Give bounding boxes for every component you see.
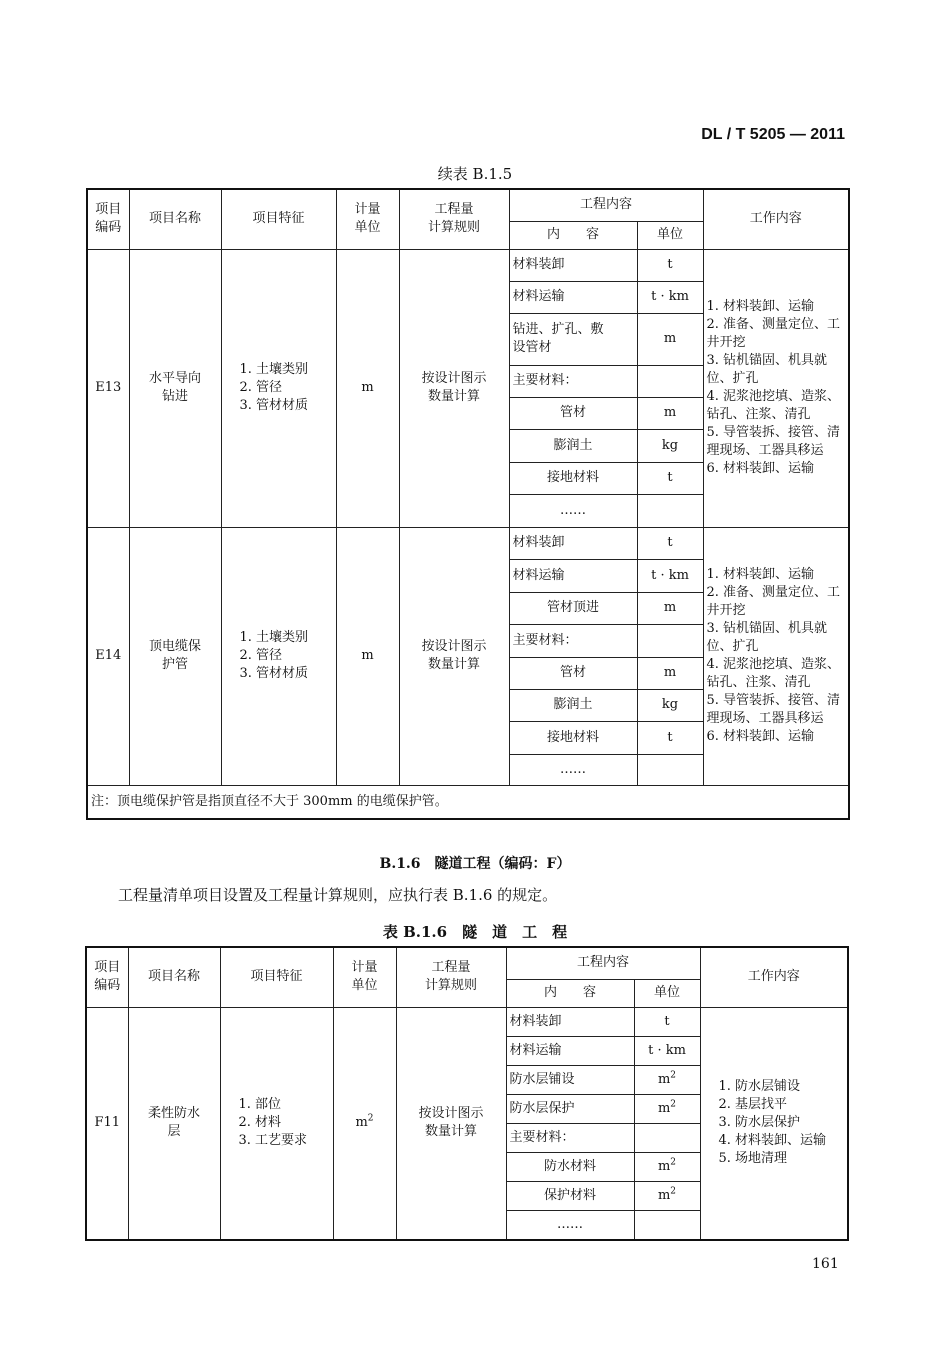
header-name: 项目名称 [129, 189, 221, 249]
content-item: 防水材料 [506, 1152, 634, 1181]
content-unit: m [637, 397, 703, 429]
row-rule: 按设计图示 数量计算 [399, 527, 509, 785]
content-unit [634, 1123, 700, 1152]
content-item: 接地材料 [509, 462, 637, 494]
row-work [703, 527, 849, 785]
header-content: 工程内容 [506, 947, 700, 979]
content-unit: t · km [634, 1036, 700, 1065]
content-unit [637, 494, 703, 527]
header-content: 工程内容 [509, 189, 703, 221]
row-feature: 1. 部位 2. 材料 3. 工艺要求 [220, 1007, 333, 1240]
table-row [87, 527, 849, 559]
header-content-unit: 单位 [634, 979, 700, 1007]
work-step: 6. 材料装卸、运输 [706, 729, 815, 744]
row-unit [333, 1007, 396, 1240]
content-unit [634, 1094, 700, 1123]
row-rule: 按设计图示 数量计算 [396, 1007, 506, 1240]
content-unit: t · km [637, 559, 703, 592]
row-name: 顶电缆保 护管 [129, 527, 221, 785]
row-name: 柔性防水 层 [128, 1007, 220, 1240]
content-item: …… [509, 494, 637, 527]
header-feature: 项目特征 [221, 189, 336, 249]
content-unit: kg [637, 689, 703, 721]
unit-text: m [355, 1115, 368, 1131]
content-unit [637, 754, 703, 785]
content-item: 主要材料： [509, 365, 637, 397]
content-item: …… [509, 754, 637, 785]
content-item: 管材顶进 [509, 592, 637, 624]
unit-exponent: 2 [367, 1113, 374, 1124]
header-feature: 项目特征 [220, 947, 333, 1007]
content-item: 材料运输 [509, 559, 637, 592]
work-step: 6. 材料装卸、运输 [706, 461, 815, 476]
content-item: 防水层铺设 [506, 1065, 634, 1094]
table-b15-continued [86, 188, 850, 820]
content-item: 膨润土 [509, 429, 637, 462]
table-row [87, 249, 849, 281]
content-unit [634, 1181, 700, 1210]
content-unit: t [637, 462, 703, 494]
row-rule: 按设计图示 数量计算 [399, 249, 509, 527]
work-step: 2. 准备、测量定位、工井开挖 [706, 317, 841, 350]
content-unit: t · km [637, 281, 703, 313]
content-item: 主要材料： [509, 624, 637, 657]
header-content-unit: 单位 [637, 221, 703, 249]
header-name: 项目名称 [128, 947, 220, 1007]
table-b16 [85, 946, 849, 1241]
table-note: 注：顶电缆保护管是指顶直径不大于 300mm 的电缆保护管。 [87, 785, 849, 819]
content-item: …… [506, 1210, 634, 1240]
row-code: E14 [87, 527, 129, 785]
content-item: 钻进、扩孔、敷 设管材 [509, 313, 637, 365]
unit-text: m [657, 1158, 671, 1174]
table-caption: 续表 B.1.5 [437, 165, 513, 183]
content-unit: m [637, 592, 703, 624]
content-item: 材料装卸 [509, 249, 637, 281]
work-step: 1. 材料装卸、运输 [706, 299, 815, 314]
work-step: 3. 钻机锚固、机具就位、扩孔 [706, 353, 828, 386]
work-step: 5. 导管装拆、接管、清理现场、工器具移运 [706, 425, 841, 458]
unit-text: m [657, 1187, 671, 1203]
work-step: 3. 钻机锚固、机具就位、扩孔 [706, 621, 828, 654]
content-unit [634, 1065, 700, 1094]
content-unit [634, 1210, 700, 1240]
content-unit: t [634, 1007, 700, 1036]
document-code: DL / T 5205 — 2011 [701, 126, 845, 143]
unit-exponent: 2 [670, 1070, 677, 1081]
table-caption: 表 B.1.6 隧 道 工 程 [382, 923, 568, 941]
content-unit [637, 624, 703, 657]
work-step: 5. 导管装拆、接管、清理现场、工器具移运 [706, 693, 841, 726]
work-step: 2. 准备、测量定位、工井开挖 [706, 585, 841, 618]
header-unit: 计量 单位 [336, 189, 399, 249]
row-feature: 1. 土壤类别 2. 管径 3. 管材材质 [221, 527, 336, 785]
header-code: 项目 编码 [86, 947, 128, 1007]
section-intro: 工程量清单项目设置及工程量计算规则，应执行表 B.1.6 的规定。 [118, 886, 558, 904]
unit-exponent: 2 [670, 1099, 677, 1110]
content-item: 材料运输 [506, 1036, 634, 1065]
header-content-item: 内 容 [506, 979, 634, 1007]
content-item: 接地材料 [509, 721, 637, 754]
content-item: 管材 [509, 657, 637, 689]
unit-exponent: 2 [670, 1186, 677, 1197]
content-unit [637, 365, 703, 397]
work-step: 1. 防水层铺设 [718, 1079, 801, 1095]
row-code: F11 [86, 1007, 128, 1240]
content-unit: t [637, 249, 703, 281]
unit-text: m [657, 1071, 671, 1087]
content-item: 防水层保护 [506, 1094, 634, 1123]
unit-text: m [657, 1100, 671, 1116]
content-item: 膨润土 [509, 689, 637, 721]
unit-exponent: 2 [670, 1157, 677, 1168]
table-row [86, 1007, 848, 1036]
row-work [700, 1007, 848, 1240]
content-unit: m [637, 313, 703, 365]
content-item: 管材 [509, 397, 637, 429]
header-work: 工作内容 [703, 189, 849, 249]
work-step: 4. 材料装卸、运输 [718, 1133, 827, 1149]
work-step: 1. 材料装卸、运输 [706, 567, 815, 582]
content-item: 材料装卸 [509, 527, 637, 559]
content-unit: kg [637, 429, 703, 462]
header-rule: 工程量 计算规则 [396, 947, 506, 1007]
header-work: 工作内容 [700, 947, 848, 1007]
header-content-item: 内 容 [509, 221, 637, 249]
work-step: 3. 防水层保护 [718, 1115, 801, 1131]
section-heading: B.1.6 隧道工程（编码：F） [379, 856, 571, 872]
page-number: 161 [812, 1256, 839, 1272]
content-item: 保护材料 [506, 1181, 634, 1210]
work-step: 5. 场地清理 [718, 1151, 788, 1167]
work-step: 4. 泥浆池挖填、造浆、钻孔、注浆、清孔 [706, 657, 841, 690]
row-unit: m [336, 527, 399, 785]
row-work [703, 249, 849, 527]
row-code: E13 [87, 249, 129, 527]
work-step: 2. 基层找平 [718, 1097, 788, 1113]
row-unit: m [336, 249, 399, 527]
content-item: 材料运输 [509, 281, 637, 313]
header-unit: 计量 单位 [333, 947, 396, 1007]
work-step: 4. 泥浆池挖填、造浆、钻孔、注浆、清孔 [706, 389, 841, 422]
row-name: 水平导向 钻进 [129, 249, 221, 527]
header-code: 项目 编码 [87, 189, 129, 249]
header-rule: 工程量 计算规则 [399, 189, 509, 249]
content-unit: m [637, 657, 703, 689]
content-unit: t [637, 721, 703, 754]
content-item: 材料装卸 [506, 1007, 634, 1036]
content-item: 主要材料： [506, 1123, 634, 1152]
content-unit: t [637, 527, 703, 559]
content-unit [634, 1152, 700, 1181]
row-feature: 1. 土壤类别 2. 管径 3. 管材材质 [221, 249, 336, 527]
